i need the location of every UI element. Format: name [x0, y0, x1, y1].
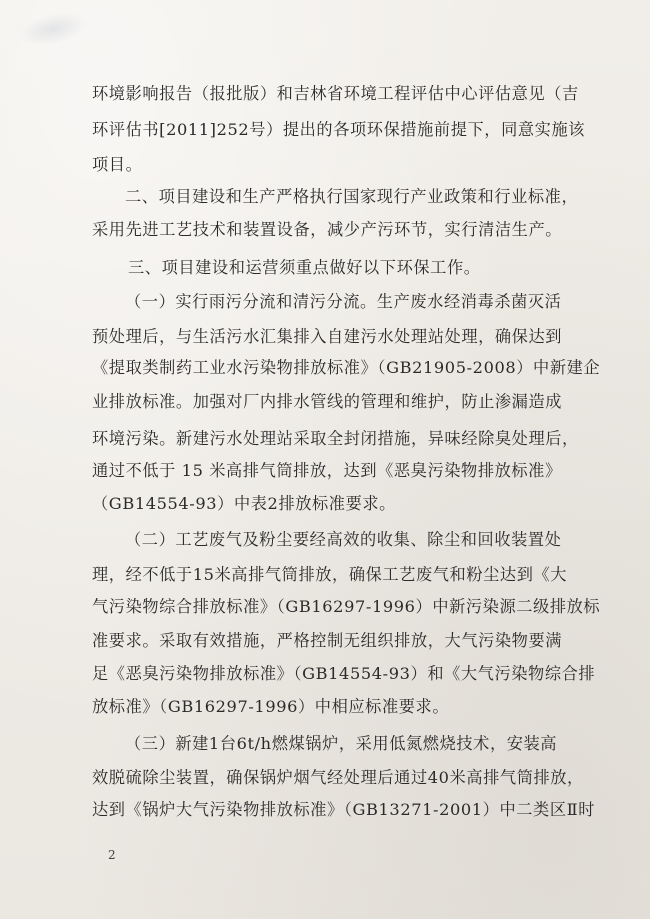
text-line: 环评估书[2011]252号）提出的各项环保措施前提下，同意实施该 — [92, 120, 586, 139]
text-line: （二）工艺废气及粉尘要经高效的收集、除尘和回收装置处 — [125, 530, 562, 549]
text-line: 《提取类制药工业水污染物排放标准》（GB21905-2008）中新建企 — [92, 358, 601, 377]
text-line: 预处理后，与生活污水汇集排入自建污水处理站处理，确保达到 — [92, 327, 563, 346]
text-line: 准要求。采取有效措施，严格控制无组织排放，大气污染物要满 — [92, 631, 563, 650]
text-line: 放标准》（GB16297-1996）中相应标准要求。 — [92, 697, 450, 716]
text-line: （三）新建1台6t/h燃煤锅炉，采用低氮燃烧技术，安装高 — [125, 734, 558, 753]
text-line: 采用先进工艺技术和装置设备，减少产污环节，实行清洁生产。 — [92, 220, 563, 239]
text-line: 环境影响报告（报批版）和吉林省环境工程评估中心评估意见（吉 — [92, 84, 579, 103]
text-line: 气污染物综合排放标准》（GB16297-1996）中新污染源二级排放标 — [92, 597, 601, 616]
text-line: 足《恶臭污染物排放标准》（GB14554-93）和《大气污染物综合排 — [92, 664, 596, 683]
text-line: （一）实行雨污分流和清污分流。生产废水经消毒杀菌灭活 — [125, 292, 562, 311]
text-line: 环境污染。新建污水处理站采取全封闭措施，异味经除臭处理后， — [92, 429, 579, 448]
page-number: 2 — [108, 848, 116, 862]
text-line: 业排放标准。加强对厂内排水管线的管理和维护，防止渗漏造成 — [92, 392, 563, 411]
text-line: 二、项目建设和生产严格执行国家现行产业政策和行业标准， — [125, 187, 579, 206]
text-line: 达到《锅炉大气污染物排放标准》（GB13271-2001）中二类区Ⅱ时 — [92, 800, 596, 819]
text-line: 项目。 — [92, 155, 143, 174]
text-line: 效脱硫除尘装置，确保锅炉烟气经处理后通过40米高排气筒排放， — [92, 768, 584, 787]
text-line: 理，经不低于15米高排气筒排放，确保工艺废气和粉尘达到《大 — [92, 565, 568, 584]
text-line: 三、项目建设和运营须重点做好以下环保工作。 — [128, 258, 481, 277]
paper-smudge — [16, 7, 91, 51]
text-line: （GB14554-93）中表2排放标准要求。 — [92, 494, 396, 513]
text-line: 通过不低于 15 米高排气筒排放，达到《恶臭污染物排放标准》 — [92, 461, 562, 480]
